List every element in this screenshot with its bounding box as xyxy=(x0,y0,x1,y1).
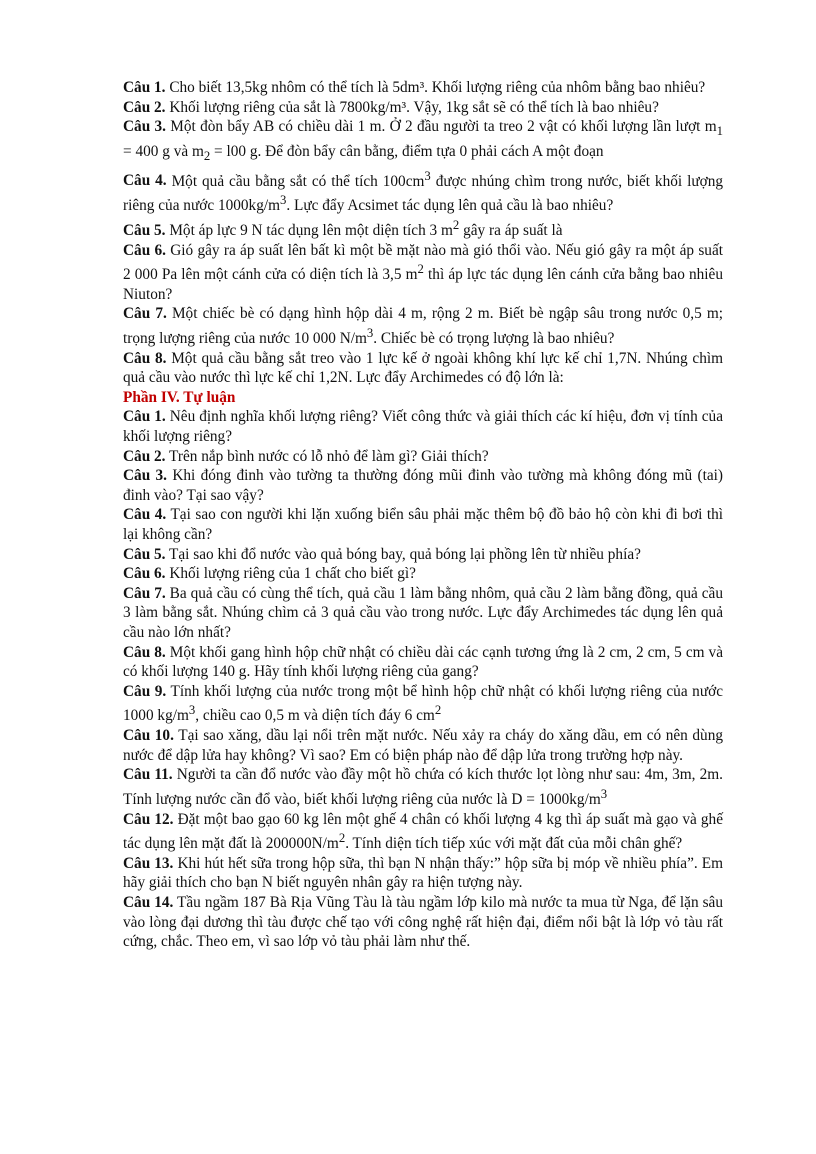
question-item xyxy=(123,584,723,643)
question-text: Người ta cần đổ nước vào đầy một hồ chứa có kích thước lọt lòng như sau: 4m, 3m, 2m. Tính lượng nước cần đổ vào, biết khối lượng riêng của nước là $D = 1000kg/m^3$ xyxy=(123,766,723,808)
question-label: Câu 4. xyxy=(123,172,167,190)
question-label: Câu 6. xyxy=(123,241,166,259)
question-label: Câu 9. xyxy=(123,682,167,700)
question-text: Gió gây ra áp suất lên bất kì một bề mặt nào mà gió thổi vào. Nếu gió gây ra một áp suất 2 000 Pa lên một cánh cửa có diện tích là 3,5 $m^2$ thì áp lực tác dụng lên cánh cửa bằng bao nhiêu Niuton? xyxy=(123,241,723,303)
question-item xyxy=(123,117,723,166)
question-item xyxy=(123,726,723,765)
question-item xyxy=(123,216,723,241)
question-text: Một khối gang hình hộp chữ nhật có chiều dài các cạnh tương ứng là 2 cm, 2 cm, 5 cm và có khối lượng 140 g. Hãy tính khối lượng riêng của gang? xyxy=(123,643,723,681)
question-item xyxy=(123,78,723,98)
question-label: Câu 8. xyxy=(123,643,166,661)
question-text: Tại sao khi đổ nước vào quả bóng bay, quả bóng lại phồng lên từ nhiều phía? xyxy=(165,545,641,563)
question-text: Một quả cầu bằng sắt treo vào 1 lực kế ở ngoài không khí lực kế chỉ 1,7N. Nhúng chìm quả cầu vào nước thì lực kế chỉ 1,2N. Lực đẩy Archimedes có độ lớn là: xyxy=(123,349,723,387)
question-item xyxy=(123,98,723,118)
question-text: Tại sao xăng, dầu lại nổi trên mặt nước. Nếu xảy ra cháy do xăng dầu, em có nên dùng nước để dập lửa hay không? Vì sao? Em có biện pháp nào để dập lửa trong trường hợp này. xyxy=(123,727,724,764)
question-text: Một áp lực 9 N tác dụng lên một diện tích 3 $m^2$ gây ra áp suất là xyxy=(165,217,563,239)
question-text: Đặt một bao gạo 60 kg lên một ghế 4 chân có khối lượng 4 kg thì áp suất mà gạo và ghế tác dụng lên mặt đất là $200000N/m^2$. Tính diện tích tiếp xúc với mặt đất của mỗi chân ghế? xyxy=(123,810,723,853)
question-label: Câu 2. xyxy=(123,98,166,116)
question-text: Khối lượng riêng của 1 chất cho biết gì? xyxy=(165,565,416,583)
question-item xyxy=(123,810,723,854)
question-label: Câu 1. xyxy=(123,408,166,426)
question-label: Câu 10. xyxy=(123,727,174,745)
question-label: Câu 5. xyxy=(123,545,166,563)
question-label: Câu 5. xyxy=(123,221,166,239)
question-text: Ba quả cầu có cùng thể tích, quả cầu 1 làm bằng nhôm, quả cầu 2 làm bằng đồng, quả cầu 3 làm bằng sắt. Nhúng chìm cả 3 quả cầu vào trong nước. Lực đẩy Archimedes tác dụng lên quả cầu nào lớn nhất? xyxy=(123,584,723,641)
question-text: Một đòn bẩy AB có chiều dài 1 m. Ở 2 đầu người ta treo 2 vật có khối lượng lần lượt $m_1 = 400$ g và $m_2 = l00$ g. Để đòn bẩy cân bằng, điểm tựa 0 phải cách A một đoạn xyxy=(123,118,723,163)
question-label: Câu 11. xyxy=(123,766,173,784)
question-label: Câu 12. xyxy=(123,810,174,828)
question-text: Một chiếc bè có dạng hình hộp dài 4 m, rộng 2 m. Biết bè ngập sâu trong nước 0,5 m; trọng lượng riêng của nước 10 000 $N/m^3$. Chiếc bè có trọng lượng là bao nhiêu? xyxy=(123,305,723,348)
question-text: Trên nắp bình nước có lỗ nhỏ để làm gì? Giải thích? xyxy=(165,447,489,465)
question-label: Câu 7. xyxy=(123,305,167,323)
question-item xyxy=(123,407,723,446)
question-label: Câu 13. xyxy=(123,854,174,872)
question-label: Câu 4. xyxy=(123,506,167,524)
question-label: Câu 3. xyxy=(123,118,166,136)
question-text: Khối lượng riêng của sắt là 7800kg/m³. Vậy, 1kg sắt sẽ có thể tích là bao nhiêu? xyxy=(165,98,659,116)
question-item xyxy=(123,166,723,215)
question-label: Câu 3. xyxy=(123,467,167,485)
question-text: Cho biết 13,5kg nhôm có thể tích là 5dm³. Khối lượng riêng của nhôm bằng bao nhiêu? xyxy=(165,79,706,96)
question-text: Tính khối lượng của nước trong một bể hình hộp chữ nhật có khối lượng riêng của nước 1000 $kg/m^3$, chiều cao 0,5 m và diện tích đáy 6 $cm^2$ xyxy=(123,682,723,725)
section-title: Phần IV. Tự luận xyxy=(123,388,236,406)
question-text: Một quả cầu bằng sắt có thể tích $100cm^3$ được nhúng chìm trong nước, biết khối lượng riêng của nước $1000kg/m^3$. Lực đẩy Acsimet tác dụng lên quả cầu là bao nhiêu? xyxy=(123,168,724,215)
document-page xyxy=(123,78,723,952)
question-item xyxy=(123,466,723,505)
question-text: Khi hút hết sữa trong hộp sữa, thì bạn N nhận thấy:” hộp sữa bị móp về nhiều phía”. Em hãy giải thích cho bạn N biết nguyên nhân gây ra hiện tượng này. xyxy=(123,854,723,892)
part4-list xyxy=(123,407,723,951)
question-text: Khi đóng đinh vào tường ta thường đóng mũi đinh vào tường mà không đóng mũ (tai) đinh vào? Tại sao vậy? xyxy=(123,467,723,504)
question-label: Câu 2. xyxy=(123,447,166,465)
question-item xyxy=(123,349,723,388)
question-item xyxy=(123,447,723,467)
question-item xyxy=(123,765,723,809)
question-text: Tại sao con người khi lặn xuống biển sâu phải mặc thêm bộ đồ bảo hộ còn khi đi bơi thì lại không cần? xyxy=(123,506,723,544)
question-text: Tầu ngầm 187 Bà Rịa Vũng Tàu là tàu ngầm lớp kilo mà nước ta mua từ Nga, để lặn sâu vào lòng đại dương thì tàu được chế tạo với công nghệ rất hiện đại, điểm nổi bật là lớp vỏ tàu rất cứng, chắc. Theo em, vì sao lớp vỏ tàu phải làm như thế. xyxy=(123,894,723,951)
question-item xyxy=(123,893,723,952)
question-item xyxy=(123,545,723,565)
question-item xyxy=(123,564,723,584)
question-label: Câu 6. xyxy=(123,565,166,583)
question-label: Câu 7. xyxy=(123,584,166,602)
question-label: Câu 14. xyxy=(123,894,174,911)
question-item xyxy=(123,304,723,348)
question-item xyxy=(123,505,723,544)
question-item xyxy=(123,854,723,893)
question-item xyxy=(123,643,723,682)
question-label: Câu 1. xyxy=(123,79,166,96)
question-label: Câu 8. xyxy=(123,349,167,367)
question-text: Nêu định nghĩa khối lượng riêng? Viết công thức và giải thích các kí hiệu, đơn vị tính của khối lượng riêng? xyxy=(123,408,723,446)
question-item xyxy=(123,241,723,305)
question-item xyxy=(123,682,723,726)
part3-list xyxy=(123,78,723,388)
